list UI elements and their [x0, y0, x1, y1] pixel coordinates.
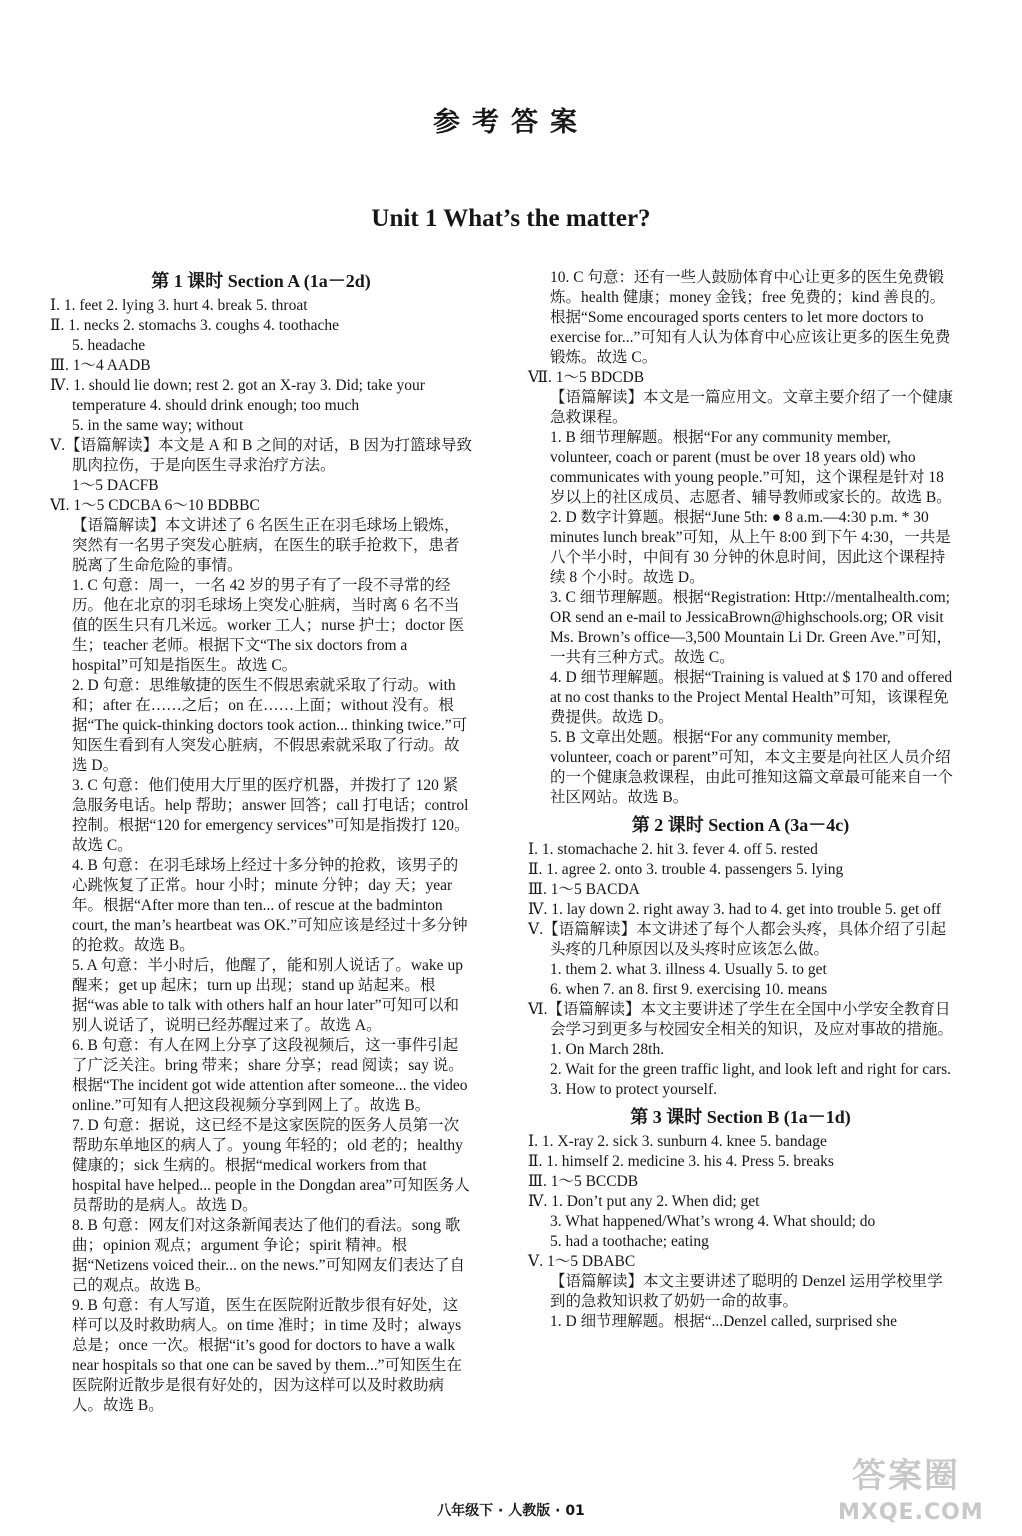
answer-item: 1. D 细节理解题。根据“...Denzel called, surprised she: [550, 1313, 897, 1330]
answer-line: Ⅴ. 1～5 DBABC: [528, 1253, 636, 1270]
answer-line: 1. On March 28th.: [550, 1041, 665, 1058]
watermark-logo: [838, 1448, 998, 1528]
answer-line: Ⅳ. 1. Don’t put any 2. When did; get: [528, 1193, 760, 1210]
answer-line: Ⅱ. 1. necks 2. stomachs 3. coughs 4. toothache: [50, 317, 340, 334]
page-title: 参考答案: [433, 107, 589, 138]
answer-item: 2. D 数字计算题。根据“June 5th: ● 8 a.m.—4:30 p.m. * 30 minutes lunch break”可知，从上午 8:00 到下午 4:30，一共是八个半小时，中间有 30 分钟的休息时间，因此这个课程持续 8 个小时。故选 D。: [550, 509, 951, 586]
answer-item: 3. C 细节理解题。根据“Registration: Http://mentalhealth.com; OR send an e-mail to JessicaBrown@highschools.org; OR visit Ms. Brown’s office—3,500 Mountain Li Dr. Green Ave.”可知，一共有三种方式。故选 C。: [550, 589, 952, 666]
answer-item: 2. D 句意：思维敏捷的医生不假思索就采取了行动。with 和；after 在……之后；on 在……上面；without 没有。根据“The quick-thinking doctors took action... thinking twice.”可知医生看到有人突发心脏病，不假思索就采取了行动。故选 D。: [72, 677, 468, 774]
answer-line: 【语篇解读】本文讲述了 6 名医生正在羽毛球场上锻炼，突然有一名男子突发心脏病，在医生的联手抢救下，患者脱离了生命危险的事情。: [72, 517, 460, 574]
answer-line: Ⅳ. 1. should lie down; rest 2. got an X-ray 3. Did; take your temperature 4. should drink enough; too much: [50, 377, 425, 414]
answer-line: Ⅲ. 1～5 BCCDB: [528, 1173, 639, 1190]
watermark-text: 答案圈: [852, 1456, 960, 1496]
unit-title: Unit 1 What’s the matter?: [371, 205, 651, 232]
answer-item: 1. B 细节理解题。根据“For any community member, volunteer, coach or parent (must be over 18 years old) who communicates with young people.”可知，这个课程是针对 18 岁以上的社区成员、志愿者、辅导教师或家长的。故选 B。: [550, 429, 952, 506]
answer-line: Ⅳ. 1. lay down 2. right away 3. had to 4. get into trouble 5. get off: [528, 901, 941, 918]
answer-line: 3. How to protect yourself.: [550, 1081, 718, 1098]
answer-line: Ⅴ.【语篇解读】本文讲述了每个人都会头疼，具体介绍了引起头疼的几种原因以及头疼时应该怎么做。: [528, 921, 947, 958]
answer-line: 1～5 DACFB: [72, 477, 159, 494]
answer-line: 1. them 2. what 3. illness 4. Usually 5. to get: [550, 961, 827, 978]
answer-line: 5. headache: [72, 337, 146, 354]
answer-line: Ⅱ. 1. agree 2. onto 3. trouble 4. passengers 5. lying: [528, 861, 844, 878]
right-column: [528, 268, 953, 1332]
answer-item: 8. B 句意：网友们对这条新闻表达了他们的看法。song 歌曲；opinion 观点；argument 争论；spirit 精神。根据“Netizens voiced their... on the news.”可知网友们表达了自己的观点。故选 B。: [72, 1217, 466, 1294]
answer-item: 4. D 细节理解题。根据“Training is valued at $ 170 and offered at no cost thanks to the Project Mental Health”可知，该课程免费提供。故选 D。: [550, 669, 953, 726]
answer-line: Ⅵ.【语篇解读】本文主要讲述了学生在全国中小学安全教育日会学习到更多与校园安全相关的知识，及应对事故的措施。: [528, 1001, 954, 1038]
page-footer: 八年级下 · 人教版 · 01: [437, 1503, 585, 1519]
section-heading: 第 2 课时 Section A (3a－4c): [631, 815, 850, 835]
answer-line: 5. had a toothache; eating: [550, 1233, 709, 1250]
answer-line: 6. when 7. an 8. first 9. exercising 10. means: [550, 981, 828, 998]
answer-item: 1. C 句意：周一，一名 42 岁的男子有了一段不寻常的经历。他在北京的羽毛球场上突发心脏病，当时离 6 名不当值的医生只有几米远。worker 工人；nurse 护士；doctor 医生；teacher 老师。根据下文“The six doctors from a hospital”可知是指医生。故选 C。: [72, 577, 465, 674]
answer-line: 【语篇解读】本文是一篇应用文。文章主要介绍了一个健康急救课程。: [550, 389, 954, 426]
answer-item: 4. B 句意：在羽毛球场上经过十多分钟的抢救，该男子的心跳恢复了正常。hour 小时；minute 分钟；day 天；year 年。根据“After more than ten... of rescue at the badminton court, the man’s heartbeat was OK.”可知应该是经过十多分钟的抢救。故选 B。: [72, 857, 468, 954]
answer-line: 5. in the same way; without: [72, 417, 244, 434]
watermark-url: MXQE.COM: [838, 1500, 984, 1525]
section-heading: 第 1 课时 Section A (1a－2d): [151, 271, 371, 291]
answer-item: 6. B 句意：有人在网上分享了这段视频后，这一事件引起了广泛关注。bring 带来；share 分享；read 阅读；say 说。根据“The incident got wide attention after someone... the video online.”可知有人把这段视频分享到网上了。故选 B。: [72, 1037, 468, 1114]
answer-item: 2. Wait for the green traffic light, and look left and right for cars.: [550, 1061, 952, 1078]
answer-item: 3. C 句意：他们使用大厅里的医疗机器，并拨打了 120 紧急服务电话。help 帮助；answer 回答；call 打电话；control 控制。根据“120 for emergency services”可知是指拨打 120。故选 C。: [72, 777, 470, 854]
answer-line: Ⅲ. 1～4 AADB: [50, 357, 151, 374]
answer-line: Ⅵ. 1～5 CDCBA 6～10 BDBBC: [50, 497, 260, 514]
answer-line: Ⅰ. 1. feet 2. lying 3. hurt 4. break 5. throat: [50, 297, 308, 314]
answer-line: Ⅰ. 1. X-ray 2. sick 3. sunburn 4. knee 5. bandage: [528, 1133, 827, 1150]
answer-line: Ⅱ. 1. himself 2. medicine 3. his 4. Press 5. breaks: [528, 1153, 834, 1170]
answer-item: 5. B 文章出处题。根据“For any community member, volunteer, coach or parent”可知，本文主要是向社区人员介绍的一个健康急救课程，由此可推知这篇文章最可能来自一个社区网站。故选 B。: [550, 729, 954, 806]
answer-item: 5. A 句意：半小时后，他醒了，能和别人说话了。wake up 醒来；get up 起床；turn up 出现；stand up 站起来。根据“was able to talk with others half an hour later”可知可以和别人说话了，说明已经苏醒过来了。故选 A。: [72, 957, 463, 1034]
section-heading: 第 3 课时 Section B (1a－1d): [630, 1107, 851, 1127]
answer-item: 9. B 句意：有人写道，医生在医院附近散步很有好处，这样可以及时救助病人。on time 准时；in time 及时；always 总是；once 一次。根据“it’s good for doctors to have a walk near hospitals so that one can be saved by them...”可知医生在医院附近散步是很有好处的，因为这样可以及时救助病人。故选 B。: [72, 1297, 462, 1414]
answer-line: Ⅲ. 1～5 BACDA: [528, 881, 640, 898]
answer-line: Ⅶ. 1～5 BDCDB: [528, 369, 645, 386]
answer-line: Ⅰ. 1. stomachache 2. hit 3. fever 4. off 5. rested: [528, 841, 818, 858]
answer-line: 3. What happened/What’s wrong 4. What should; do: [550, 1213, 876, 1230]
answer-line: 【语篇解读】本文主要讲述了聪明的 Denzel 运用学校里学到的急救知识救了奶奶一命的故事。: [550, 1273, 943, 1310]
answer-line: Ⅴ.【语篇解读】本文是 A 和 B 之间的对话，B 因为打篮球导致肌肉拉伤，于是向医生寻求治疗方法。: [50, 437, 472, 474]
left-column: [50, 268, 472, 1416]
answer-item: 10. C 句意：还有一些人鼓励体育中心让更多的医生免费锻炼。health 健康；money 金钱；free 免费的；kind 善良的。根据“Some encouraged sports centers to let more doctors to exercise for...”可知有人认为体育中心应该让更多的医生免费锻炼。故选 C。: [550, 269, 951, 366]
answer-item: 7. D 句意：据说，这已经不是这家医院的医务人员第一次帮助东单地区的病人了。young 年轻的；old 老的；healthy 健康的；sick 生病的。根据“medical workers from that hospital have helped... people in the Dongdan area”可知医务人员帮助的是病人。故选 D。: [72, 1117, 470, 1214]
